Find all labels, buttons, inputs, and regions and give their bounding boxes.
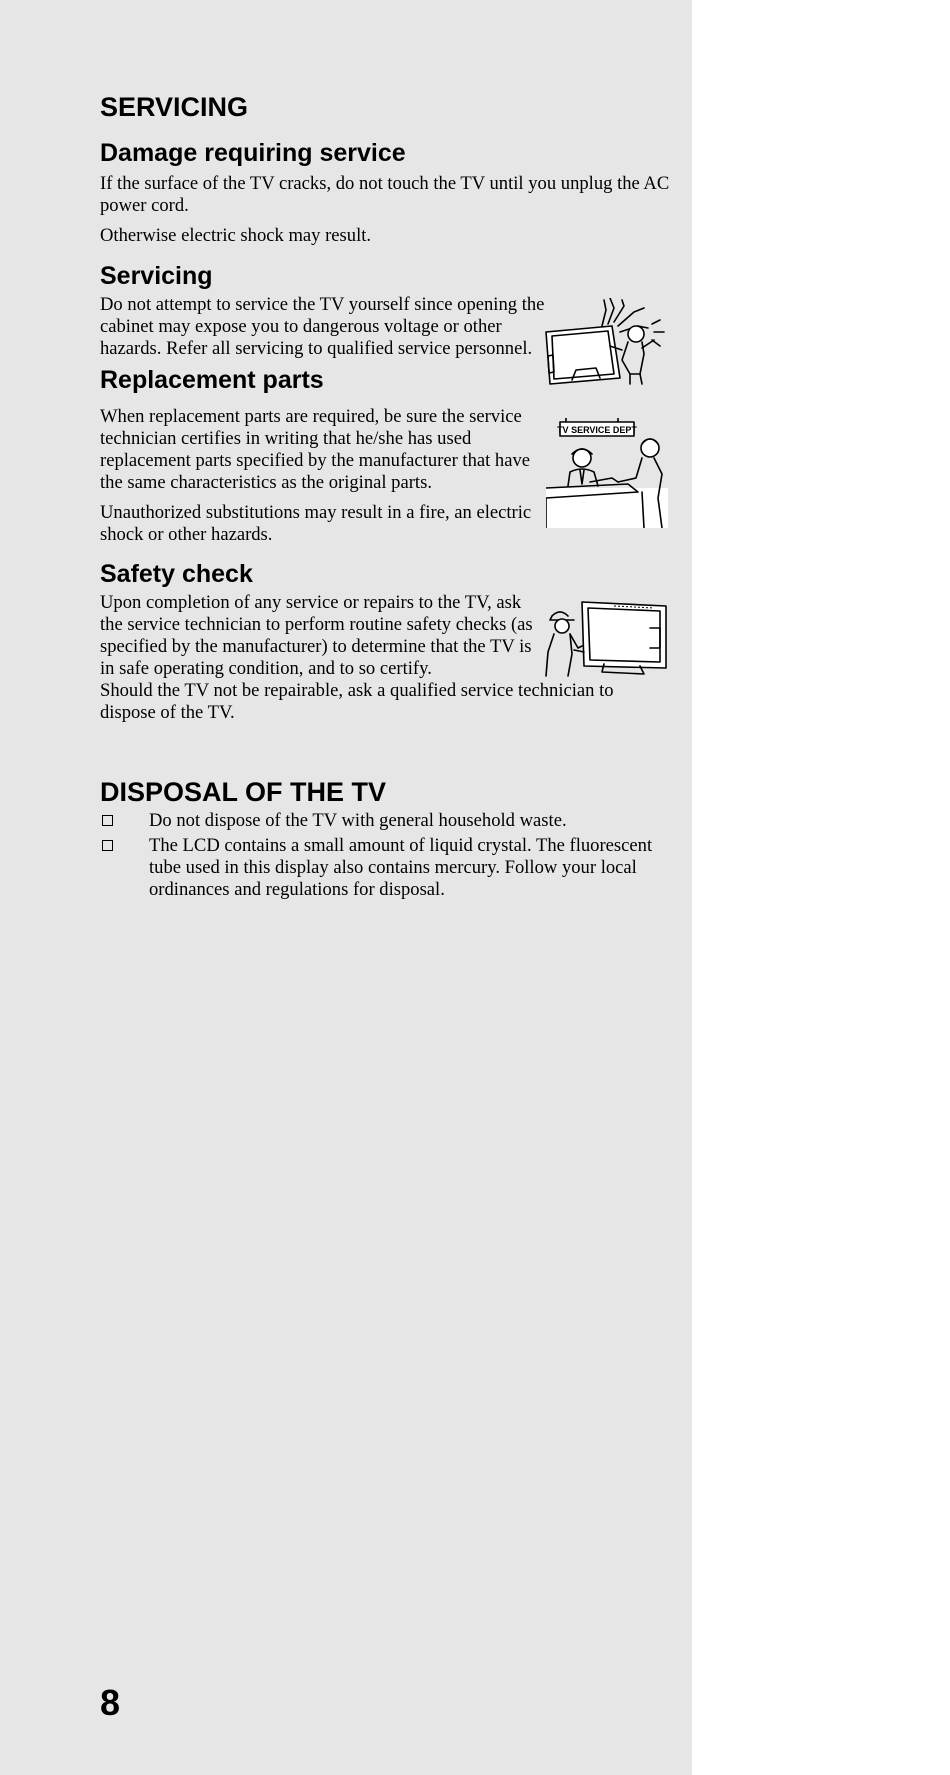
list-item-text: Do not dispose of the TV with general household waste. <box>149 810 567 831</box>
service-sign-text: TV SERVICE DEPT <box>557 425 637 435</box>
safety-paragraph-2: Should the TV not be repairable, ask a qualified service technician to dispose of the TV. <box>100 680 614 723</box>
servicing-title: SERVICING <box>100 92 249 122</box>
safety-paragraph: Upon completion of any service or repairs to the TV, ask the service technician to perform routine safety checks (as specified by the manufacturer) to determine that the TV is in safe operating condition, and to so certify. <box>100 592 533 679</box>
checkbox-square-icon <box>102 840 113 851</box>
checkbox-square-icon <box>102 815 113 826</box>
technician-checking-tv-icon <box>544 600 668 678</box>
tv-electric-shock-icon <box>544 298 666 388</box>
parts-paragraph: When replacement parts are required, be sure the service technician certifies in writing that he/she has used replacement parts specified by the manufacturer that have the same characteristics as the original parts. <box>100 406 531 493</box>
damage-warning: Otherwise electric shock may result. <box>100 225 372 246</box>
servicing-paragraph: Do not attempt to service the TV yourself since opening the cabinet may expose you to dangerous voltage or other hazards. Refer all servicing to qualified service personnel. <box>100 294 545 359</box>
disposal-title: DISPOSAL OF THE TV <box>100 777 387 807</box>
damage-heading: Damage requiring service <box>100 139 406 167</box>
damage-paragraph: If the surface of the TV cracks, do not touch the TV until you unplug the AC power cord. <box>100 173 670 216</box>
safety-heading: Safety check <box>100 560 253 588</box>
list-item-text: The LCD contains a small amount of liquid crystal. The fluorescent tube used in this display also contains mercury. Follow your local ordinances and regulations for disposal. <box>149 835 653 900</box>
parts-warning: Unauthorized substitutions may result in a fire, an electric shock or other hazards. <box>100 502 532 545</box>
page-number: 8 <box>100 1682 121 1723</box>
service-dept-counter-icon <box>546 418 668 528</box>
servicing-heading: Servicing <box>100 262 213 290</box>
parts-heading: Replacement parts <box>100 366 324 394</box>
